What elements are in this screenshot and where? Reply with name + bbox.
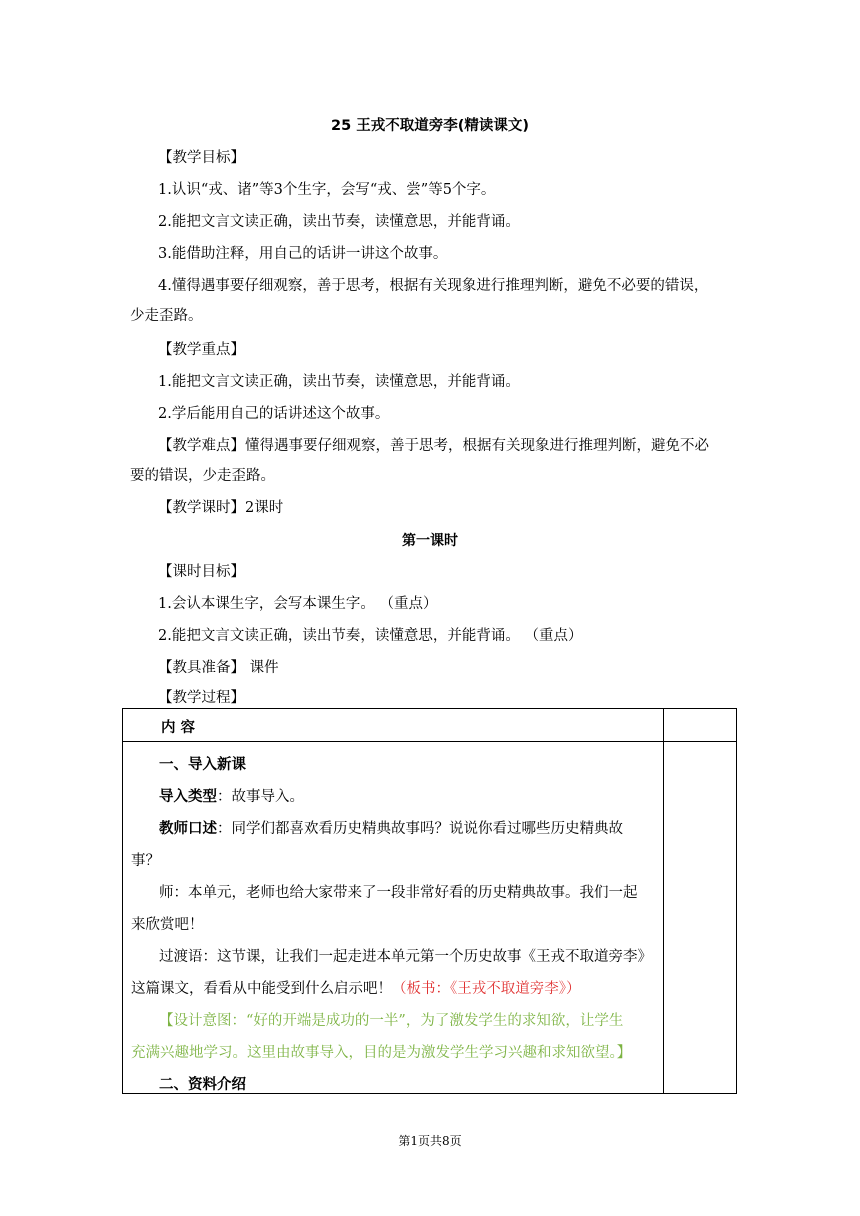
difficult-line1: 【教学难点】懂得遇事要仔细观察，善于思考，根据有关现象进行推理判断，避免不必 <box>158 438 709 454</box>
goal-4-line1: 4.懂得遇事要仔细观察，善于思考，根据有关现象进行推理判断，避免不必要的错误， <box>158 278 709 294</box>
process-heading: 【教学过程】 <box>158 690 245 706</box>
intro-type <box>159 785 685 806</box>
key-2: 2.学后能用自己的话讲述这个故事。 <box>158 406 390 422</box>
lesson-goal-2: 2.能把文言文读正确，读出节奏，读懂意思，并能背诵。 （重点） <box>158 628 583 644</box>
goal-2: 2.能把文言文读正确，读出节奏，读懂意思，并能背诵。 <box>158 214 520 230</box>
process-table <box>122 708 737 1094</box>
teacher-speech-line2: 事？ <box>131 853 160 869</box>
intro-type-label: 导入类型 <box>159 789 217 805</box>
shi-line1: 师：本单元，老师也给大家带来了一段非常好看的历史精典故事。我们一起 <box>159 885 638 901</box>
board-note: （板书：《王戎不取道旁李》） <box>392 981 581 997</box>
table-header-content: 内 容 <box>161 720 196 736</box>
key-heading: 【教学重点】 <box>158 342 245 358</box>
design-intent-line1: 【设计意图：“好的开端是成功的一半”，为了激发学生的求知欲，让学生 <box>159 1013 624 1029</box>
teacher-label: 教师口述 <box>159 821 217 837</box>
design-intent-line2: 充满兴趣地学习。这里由故事导入，目的是为激发学生学习兴趣和求知欲望。】 <box>131 1045 632 1061</box>
page-title: 25 王戎不取道旁李(精读课文) <box>331 118 529 134</box>
lesson-goal-1: 1.会认本课生字，会写本课生字。 （重点） <box>158 596 438 612</box>
lesson-goals-heading: 【课时目标】 <box>158 564 245 580</box>
goal-4-line2: 少走歪路。 <box>130 308 203 324</box>
tools: 【教具准备】 课件 <box>158 660 279 676</box>
transition-text-b: 这篇课文，看看从中能受到什么启示吧！ <box>131 981 392 997</box>
goal-1: 1.认识“戎、诸”等3个生字，会写“戎、尝”等5个字。 <box>158 182 496 198</box>
teacher-speech-line1 <box>159 817 659 838</box>
class-hours: 【教学课时】2课时 <box>158 500 284 516</box>
key-1: 1.能把文言文读正确，读出节奏，读懂意思，并能背诵。 <box>158 374 520 390</box>
transition-line1: 过渡语：这节课，让我们一起走进本单元第一个历史故事《王戎不取道旁李》 <box>159 949 652 965</box>
shi-line2: 来欣赏吧！ <box>131 917 204 933</box>
section-1-title: 一、导入新课 <box>159 757 246 773</box>
transition-line2 <box>131 977 657 998</box>
intro-type-text: ：故事导入。 <box>217 789 304 805</box>
table-header-divider <box>123 741 736 742</box>
goals-heading: 【教学目标】 <box>158 150 245 166</box>
lesson-title: 第一课时 <box>402 533 458 549</box>
teacher-text-a: ：同学们都喜欢看历史精典故事吗？说说你看过哪些历史精典故 <box>217 821 623 837</box>
goal-3: 3.能借助注释，用自己的话讲一讲这个故事。 <box>158 246 448 262</box>
section-2-title: 二、资料介绍 <box>159 1077 246 1093</box>
difficult-line2: 要的错误，少走歪路。 <box>130 468 275 484</box>
page-footer: 第1页共8页 <box>398 1134 462 1148</box>
